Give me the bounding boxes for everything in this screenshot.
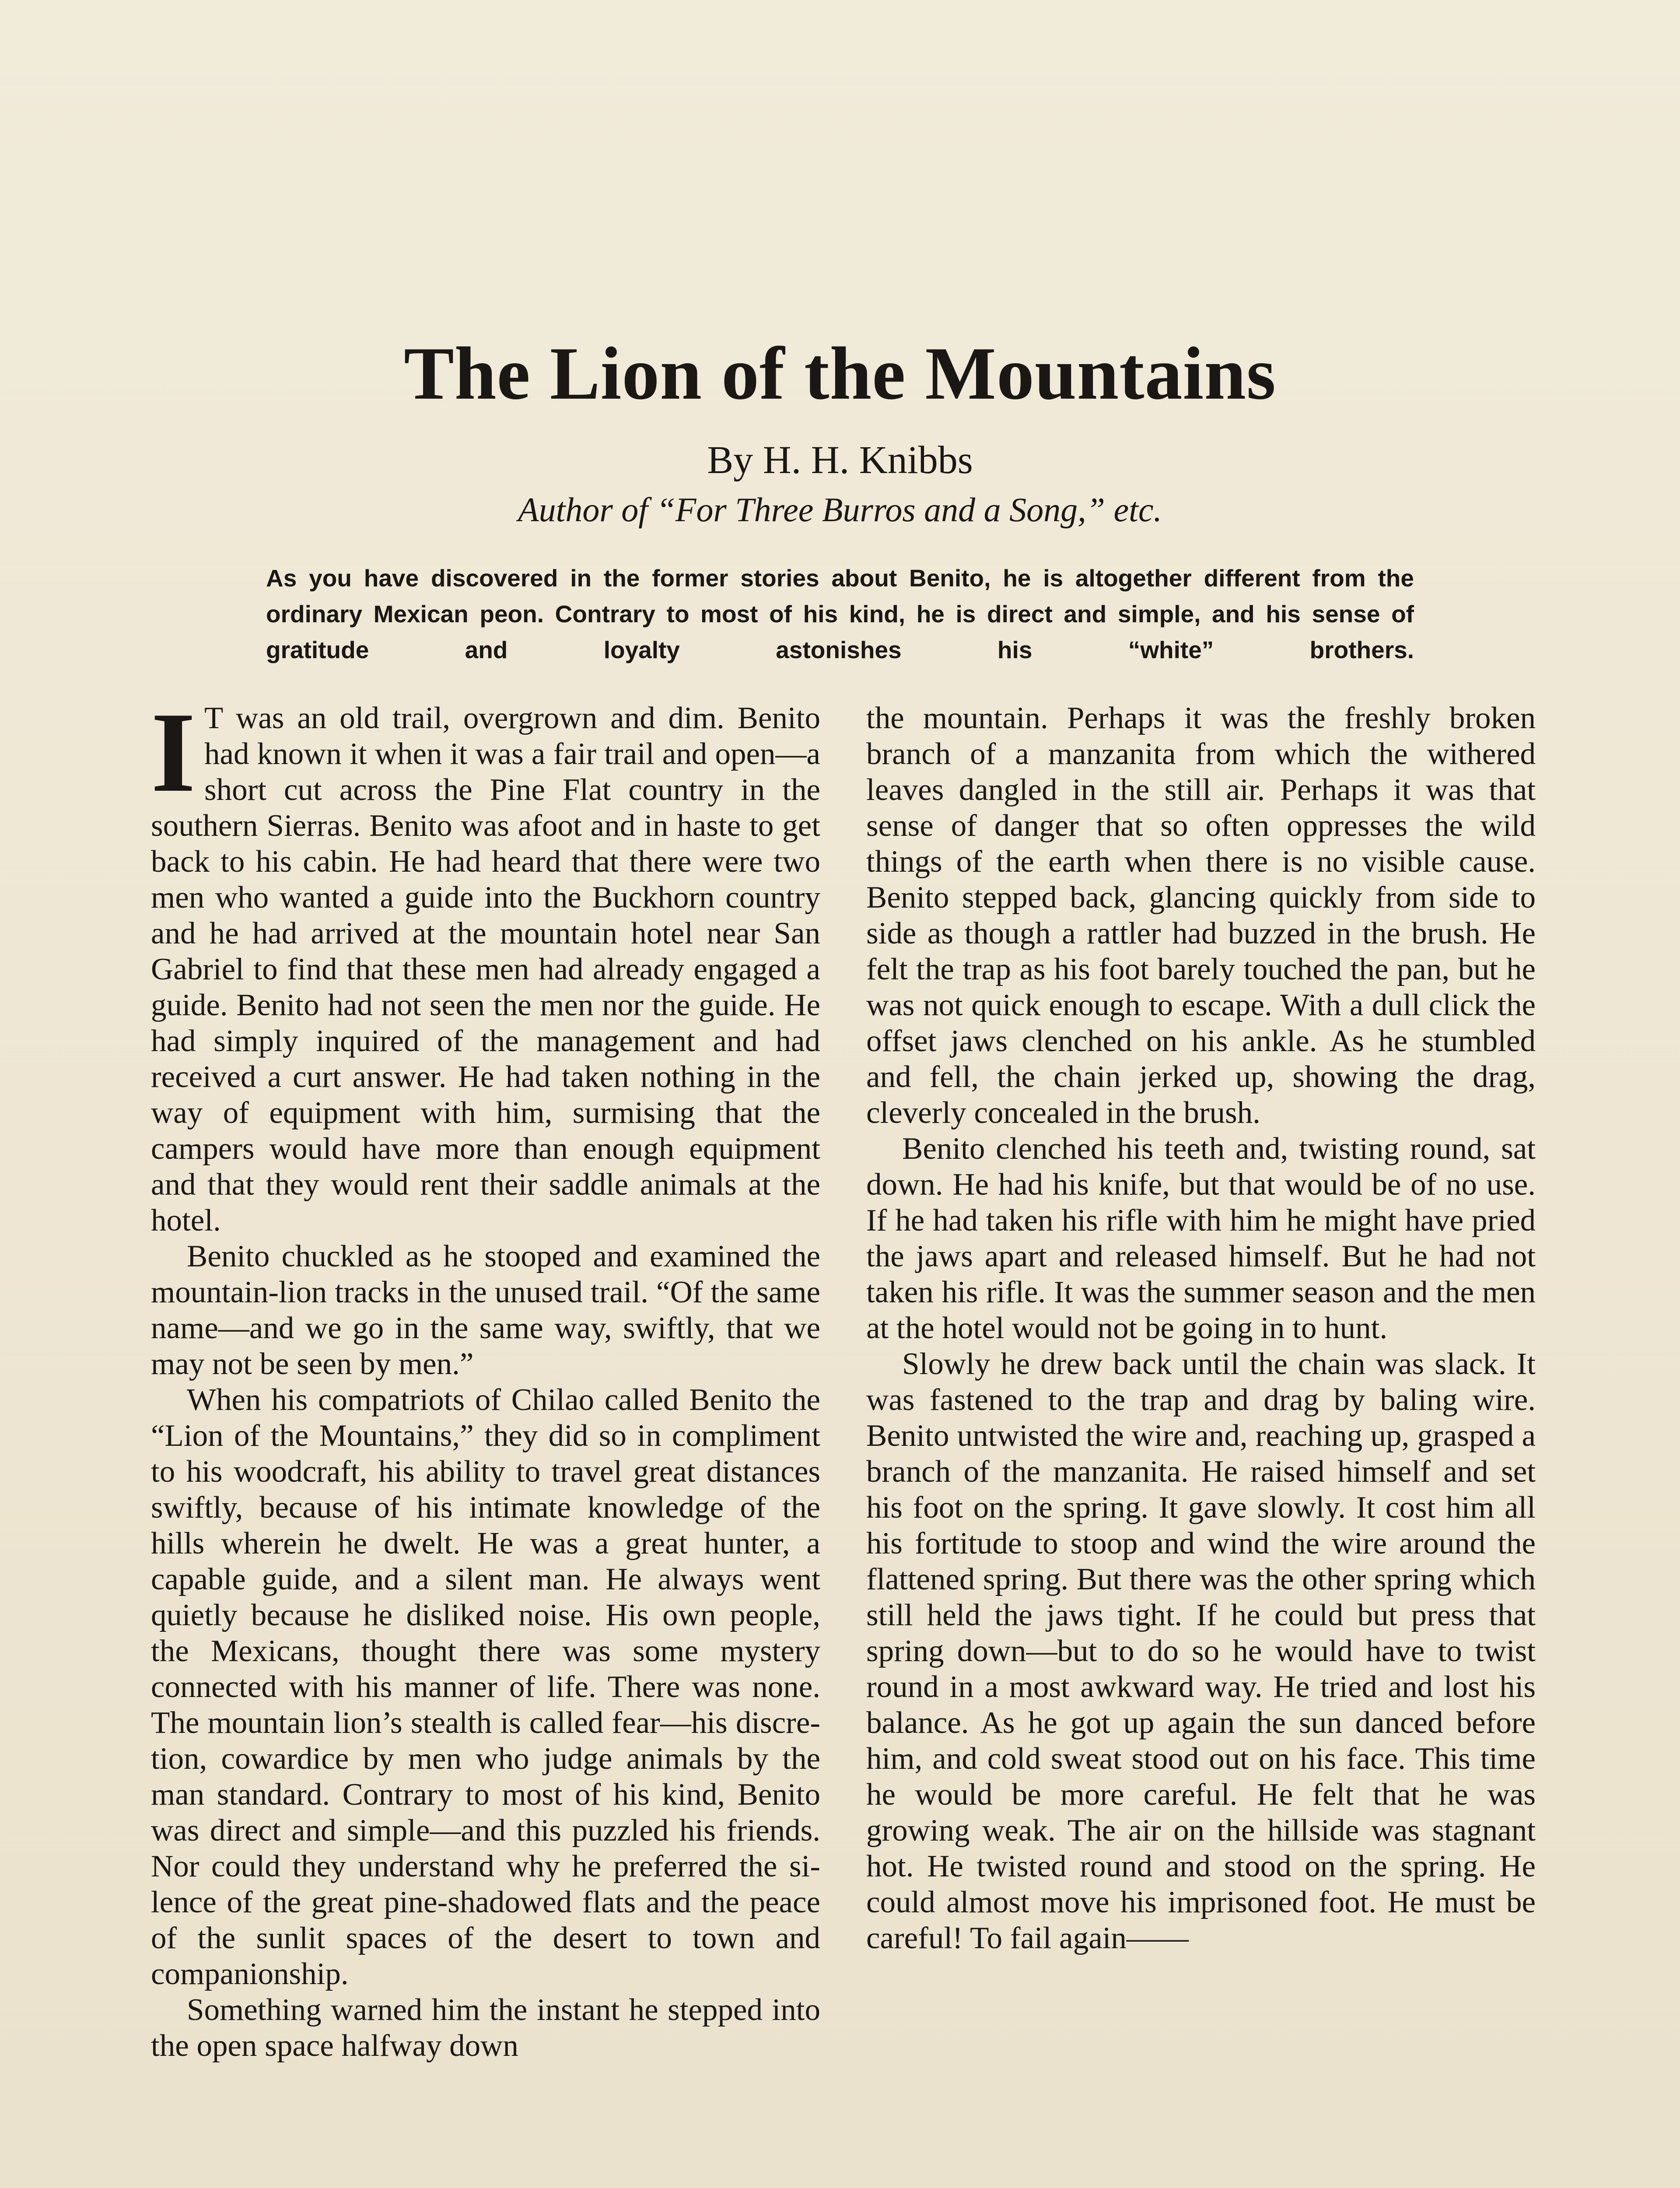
paragraph: the mountain. Perhaps it was the freshly broken branch of a manzanita from which the withered leaves dangled in the still air. Perhaps it was that sense of danger that so often oppresses the wild things of the earth when there is no visible cause. Benito stepped back, glancing quickly from side to side as though a rattler had buzzed in the brush. He felt the trap as his foot barely touched the pan, but he was not quick enough to escape. With a dull click the offset jaws clenched on his ankle. As he stumbled and fell, the chain jerked up, showing the drag, cleverly concealed in the brush. <box>866 701 1536 1130</box>
paragraph: Benito chuckled as he stooped and examined the mountain-lion tracks in the unused trail. “Of the same name—and we go in the same way, swiftly, that we may not be seen by men.” <box>151 1239 820 1381</box>
intro-blurb: As you have discovered in the former stories about Benito, he is altogether different from the ordinary Mexican peon. Contrary to most of his kind, he is direct and simple, and his sense of gratitude and loyalty astonishes his “white” brothers. <box>266 565 1414 663</box>
drop-cap: I <box>151 689 196 816</box>
right-column <box>866 700 1536 1956</box>
paragraph: When his compatriots of Chilao called Benito the “Lion of the Mountains,” they did so in compliment to his woodcraft, his ability to travel great distances swiftly, because of his intimate knowledge of the hills wherein he dwelt. He was a great hunter, a capable guide, and a silent man. He always went quietly because he disliked noise. His own people, the Mexicans, thought there was some mystery connected with his manner of life. There was none. The mountain lion’s stealth is called fear—his discretion, cowardice by men who judge animals by the man standard. Contrary to most of his kind, Benito was direct and simple—and this puzzled his friends. Nor could they understand why he preferred the silence of the great pine-shadowed flats and the peace of the sunlit spaces of the desert to town and companionship. <box>151 1383 820 1991</box>
paragraph: Benito clenched his teeth and, twisting round, sat down. He had his knife, but that would be of no use. If he had taken his rifle with him he might have pried the jaws apart and released himself. But he had not taken his rifle. It was the summer season and the men at the hotel would not be going in to hunt. <box>866 1132 1536 1345</box>
article-title: The Lion of the Mountains <box>404 332 1276 415</box>
author-note: Author of “For Three Burros and a Song,” etc. <box>518 491 1162 529</box>
paragraph: Something warned him the instant he stepped into the open space halfway down <box>151 1993 820 2063</box>
paragraph-text: T was an old trail, overgrown and dim. Benito had known it when it was a fair trail and open—a short cut across the Pine Flat country in the southern Sierras. Benito was afoot and in haste to get back to his cabin. He had heard that there were two men who wanted a guide into the Buckhorn country and he had arrived at the mountain hotel near San Gabriel to find that these men had already engaged a guide. Benito had not seen the men nor the guide. He had simply inquired of the management and had received a curt answer. He had taken nothing in the way of equipment with him, surmising that the campers would have more than enough equipment and that they would rent their saddle animals at the hotel. <box>151 701 820 1238</box>
left-column <box>151 689 820 2064</box>
byline: By H. H. Knibbs <box>707 438 973 482</box>
paragraph: Slowly he drew back until the chain was slack. It was fastened to the trap and drag by baling wire. Benito untwisted the wire and, reaching up, grasped a branch of the manzanita. He raised himself and set his foot on the spring. It gave slowly. It cost him all his fortitude to stoop and wind the wire around the flattened spring. But there was the other spring which still held the jaws tight. If he could but press that spring down—but to do so he would have to twist round in a most awkward way. He tried and lost his balance. As he got up again the sun danced before him, and cold sweat stood out on his face. This time he would be more careful. He felt that he was growing weak. The air on the hillside was stagnant hot. He twisted round and stood on the spring. He could almost move his imprisoned foot. He must be careful! To fail again—— <box>866 1347 1536 1955</box>
paragraph <box>151 689 820 1238</box>
